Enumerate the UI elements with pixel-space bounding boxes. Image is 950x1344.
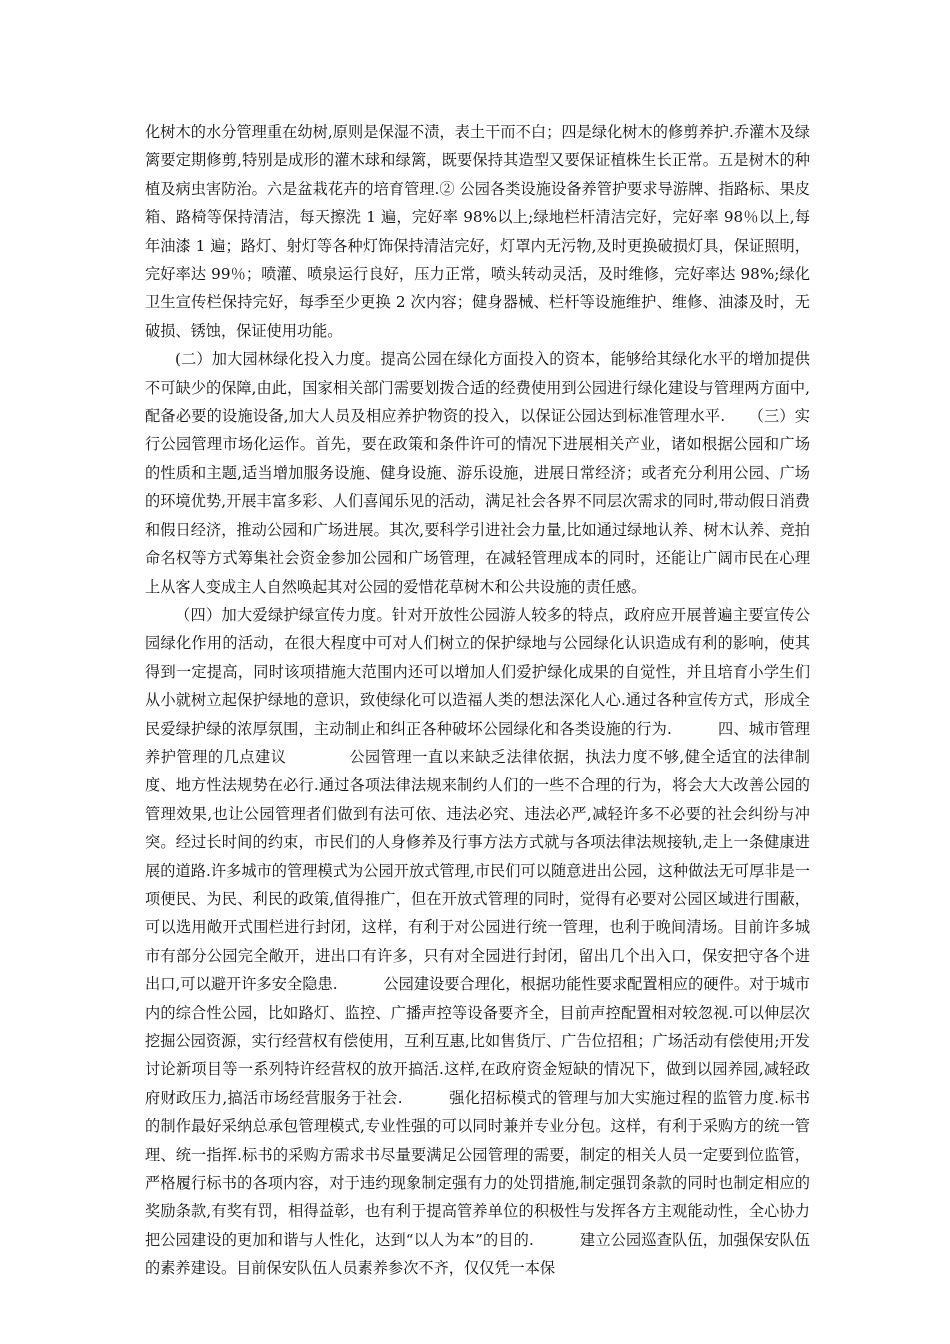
paragraph-1: 化树木的水分管理重在幼树,原则是保湿不渍，表土干而不白；四是绿化树木的修剪养护.乔灌木及绿篱要定期修剪,特别是成形的灌木球和绿篱，既要保持其造型又要保证植株生长正常。五是树木的种植及病虫害防治。六是盆栽花卉的培育管理.② 公园各类设施设备养管护要求导游牌、指路标、果皮箱、路椅等保持清洁，每天擦洗 1 遍，完好率 98%以上;绿地栏杆清洁完好，完好率 98％以上,每年油漆 1 遍；路灯、射灯等各种灯饰保持清洁完好，灯罩内无污物,及时更换破损灯具，保证照明，完好率达 99％；喷灌、喷泉运行良好，压力正常，喷头转动灵活，及时维修，完好率达 98%;绿化卫生宣传栏保持完好，每季至少更换 2 次内容；健身器械、栏杆等设施维护、维修、油漆及时，无破损、锈蚀，保证使用功能。 (145, 123, 811, 340)
paragraph-3: （四）加大爱绿护绿宣传力度。针对开放性公园游人较多的特点，政府应开展普遍主要宣传公园绿化作用的活动，在很大程度中可对人们树立的保护绿地与公园绿化认识造成有利的影响，使其得到一定提高，同时该项措施大范围内还可以增加人们爱护绿化成果的自觉性，并且培育小学生们从小就树立起保护绿地的意识，致使绿化可以造福人类的想法深化人心.通过各种宣传方式，形成全民爱绿护绿的浓厚氛围，主动制止和纠正各种破坏公园绿化和各类设施的行为. 四、城市管理养护管理的几点建议 公园管理一直以来缺乏法律依据，执法力度不够,健全适宜的法律制度、地方性法规势在必行.通过各项法律法规来制约人们的一些不合理的行为，将会大大改善公园的管理效果,也让公园管理者们做到有法可依、违法必究、违法必严,减轻许多不必要的社会纠纷与冲突。经过长时间的约束，市民们的人身修养及行事方法方式就与各项法律法规接轨,走上一条健康进展的道路.许多城市的管理模式为公园开放式管理,市民们可以随意进出公园，这种做法无可厚非是一项便民、为民、利民的政策,值得推广，但在开放式管理的同时，觉得有必要对公园区域进行围蔽，可以选用敞开式围栏进行封闭，这样，有利于对公园进行统一管理，也利于晚间清场。目前许多城市有部分公园完全敞开，进出口有许多，只有对全园进行封闭，留出几个出入口，保安把守各个进出口,可以避开许多安全隐患. 公园建设要合理化，根据功能性要求配置相应的硬件。对于城市内的综合性公园，比如路灯、监控、广播声控等设备要齐全，目前声控配置相对较忽视.可以伸层次挖掘公园资源，实行经营权有偿使用，互利互惠,比如售货厅、广告位招租；广场活动有偿使用;开发讨论新项目等一系列特许经营权的放开搞活.这样,在政府资金短缺的情况下，做到以园养园,减轻政府财政压力,搞活市场经营服务于社会. 强化招标模式的管理与加大实施过程的监管力度.标书的制作最好采纳总承包管理模式,专业性强的可以同时兼并专业分包。这样，有利于采购方的统一管理、统一指挥.标书的采购方需求书尽量要满足公园管理的需要，制定的相关人员一定要到位监管，严格履行标书的各项内容，对于违约现象制定强有力的处罚措施,制定强罚条款的同时也制定相应的奖励条款,有奖有罚，相得益彰，也有利于提高管养单位的积极性与发挥各方主观能动性，全心协力把公园建设的更加和谐与人性化，达到“以人为本”的目的. 建立公园巡查队伍，加强保安队伍的素养建设。目前保安队伍人员素养参次不齐，仅仅凭一本保 (145, 605, 810, 1278)
document-body (145, 118, 810, 1283)
paragraph-2: (二）加大园林绿化投入力度。提高公园在绿化方面投入的资本，能够给其绿化水平的增加提供不可缺少的保障,由此，国家相关部门需要划拨合适的经费使用到公园进行绿化建设与管理两方面中,配备必要的设施设备,加大人员及相应养护物资的投入，以保证公园达到标准管理水平. （三）实行公园管理市场化运作。首先，要在政策和条件许可的情况下进展相关产业，诸如根据公园和广场的性质和主题,适当增加服务设施、健身设施、游乐设施，进展日常经济；或者充分利用公园、广场的环境优势,开展丰富多彩、人们喜闻乐见的活动，满足社会各界不同层次需求的同时,带动假日消费和假日经济，推动公园和广场进展。其次,要科学引进社会力量,比如通过绿地认养、树木认养、竞拍命名权等方式筹集社会资金参加公园和广场管理，在减轻管理成本的同时，还能让广阔市民在心理上从客人变成主人自然唤起其对公园的爱惜花草树木和公共设施的责任感。 (145, 350, 810, 596)
